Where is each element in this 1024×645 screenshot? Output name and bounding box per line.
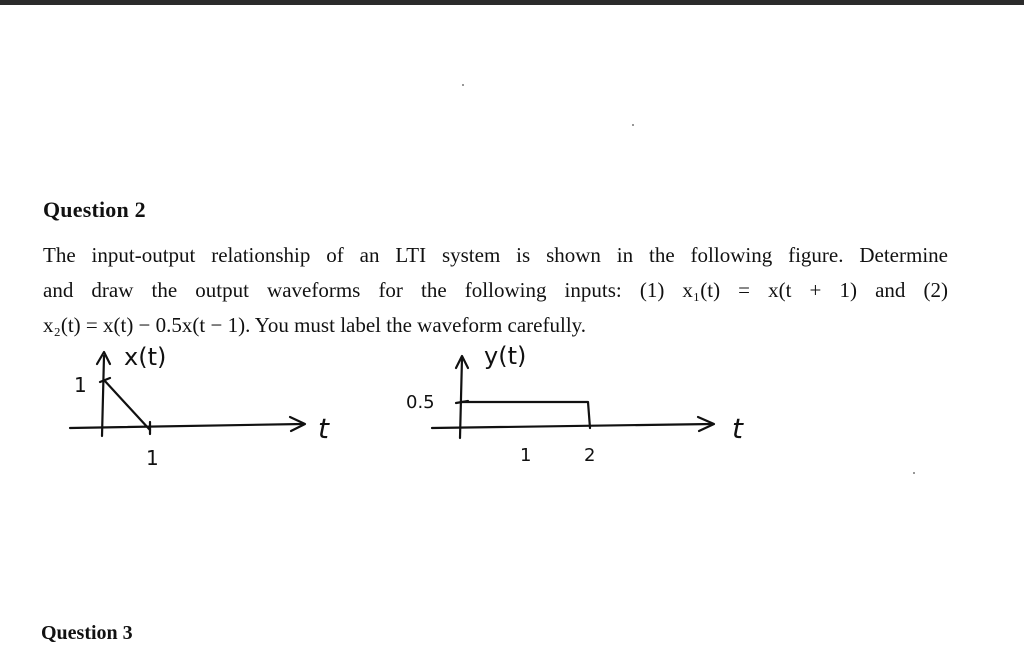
next-question-title: Question 3 bbox=[41, 622, 133, 644]
y-tick-label-0.5: 0.5 bbox=[406, 392, 435, 413]
question-line-2: and draw the output waveforms for the following inputs: (1) x₁(t) = x(t + 1) and (2) bbox=[43, 278, 948, 302]
x-axis-line bbox=[70, 424, 302, 428]
scan-speck bbox=[632, 124, 634, 126]
question-text bbox=[43, 238, 948, 343]
question-line-3: x₂(t) = x(t) − 0.5x(t − 1). You must label the waveform carefully. bbox=[43, 313, 587, 337]
scan-speck bbox=[462, 84, 464, 86]
x-axis-t-label: t bbox=[318, 412, 329, 445]
output-signal-sketch bbox=[400, 340, 780, 480]
y-axis-line bbox=[102, 356, 104, 436]
top-border bbox=[0, 0, 1024, 5]
x-tick-label-1: 1 bbox=[146, 446, 159, 470]
y-plot-axis-line bbox=[432, 424, 712, 428]
question-line-1: The input-output relationship of an LTI system is shown in the following figure. Determine bbox=[43, 243, 948, 267]
x-tick-label-2: 2 bbox=[584, 445, 596, 466]
y-plot-vertical-axis bbox=[460, 358, 462, 438]
y-plot-t-label: t bbox=[732, 412, 743, 445]
y-tick-label-1: 1 bbox=[74, 373, 87, 397]
rectangle-waveform bbox=[462, 402, 590, 428]
triangle-waveform bbox=[104, 380, 150, 430]
input-signal-sketch bbox=[60, 340, 360, 480]
question-title: Question 2 bbox=[43, 197, 146, 222]
scan-speck bbox=[913, 472, 915, 474]
signal-label-x: x(t) bbox=[124, 343, 167, 371]
x-tick-label-1: 1 bbox=[520, 445, 532, 466]
signal-label-y: y(t) bbox=[484, 342, 527, 370]
